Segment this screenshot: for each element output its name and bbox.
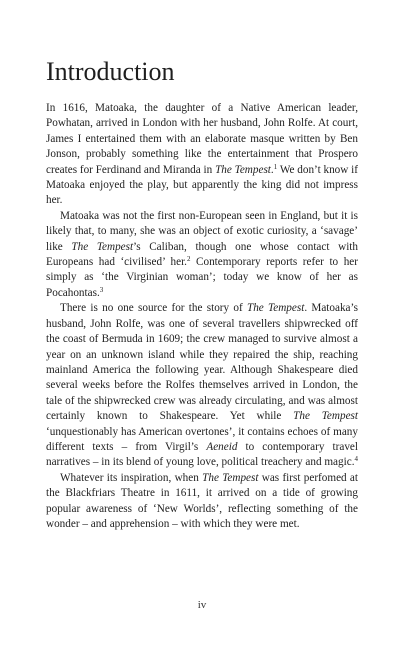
paragraph (46, 209, 358, 301)
text-run: Contemporary reports refer to her simply as ‘the Virginian woman’; today we know of her as Pocahontas. (46, 256, 358, 299)
chapter-heading: Introduction (46, 57, 175, 86)
body-text (46, 101, 358, 532)
footnote-marker: 4 (354, 455, 358, 464)
text-run: to contemporary travel narratives – in its blend of young love, political treachery and magic. (46, 440, 358, 469)
footnote-marker: 2 (186, 255, 191, 264)
italic-title: The Tempest (246, 302, 305, 315)
text-run: ‘unquestionably has American overtones’, it contains echoes of many different texts – from Virgil’s (46, 425, 358, 453)
text-run: Matoaka was not the first non-European seen in England, but it is likely that, to many, she was an object of exotic curiosity, a ‘savage’ like (46, 209, 358, 253)
footnote-marker: 1 (273, 162, 278, 171)
italic-title: The Tempest (215, 163, 271, 176)
paragraph (46, 101, 358, 209)
page-number: iv (197, 599, 207, 611)
text-run: There is no one source for the story of (60, 302, 247, 315)
italic-title: The Tempest (202, 471, 259, 484)
italic-title: The Tempest (71, 240, 134, 253)
footnote-marker: 3 (99, 285, 104, 294)
text-run: . Matoaka’s husband, John Rolfe, was one of several travellers shipwrecked off the coast of Bermuda in 1609; the crew managed to survive almost a year on an unknown island while they repaired the ship, reaching mainland America the following year. Although Shakespeare died several weeks before the Rolfes themselves arrived in London, the tale of the shipwrecked crew was already circulating, and was almost certainly known to Shakespeare. Yet while (46, 302, 358, 423)
paragraph (46, 301, 358, 470)
text-run: . (270, 163, 274, 176)
italic-title: The Tempest (293, 410, 358, 423)
paragraph (46, 471, 358, 533)
text-run: ’s Caliban, though one whose contact with Europeans had ‘civilised’ her. (46, 240, 359, 269)
text-run: In 1616, Matoaka, the daughter of a Native American leader, Powhatan, arrived in London with her husband, John Rolfe. At court, James I entertained them with an elaborate masque written by Ben Jonson, probably something like the entertainment that Prospero creates for Ferdinand and Miranda in (46, 102, 358, 176)
italic-title: Aeneid (206, 440, 238, 453)
text-run: was first perfomed at the Blackfriars Theatre in 1611, it arrived on a tide of growing popular awareness of ‘New Worlds’, reflecting something of the wonder – and apprehension – with which they were met. (46, 471, 359, 530)
text-run: Whatever its inspiration, when (60, 471, 203, 484)
text-run: We don’t know if Matoaka enjoyed the play, but apparently the king did not impress her. (46, 163, 358, 207)
